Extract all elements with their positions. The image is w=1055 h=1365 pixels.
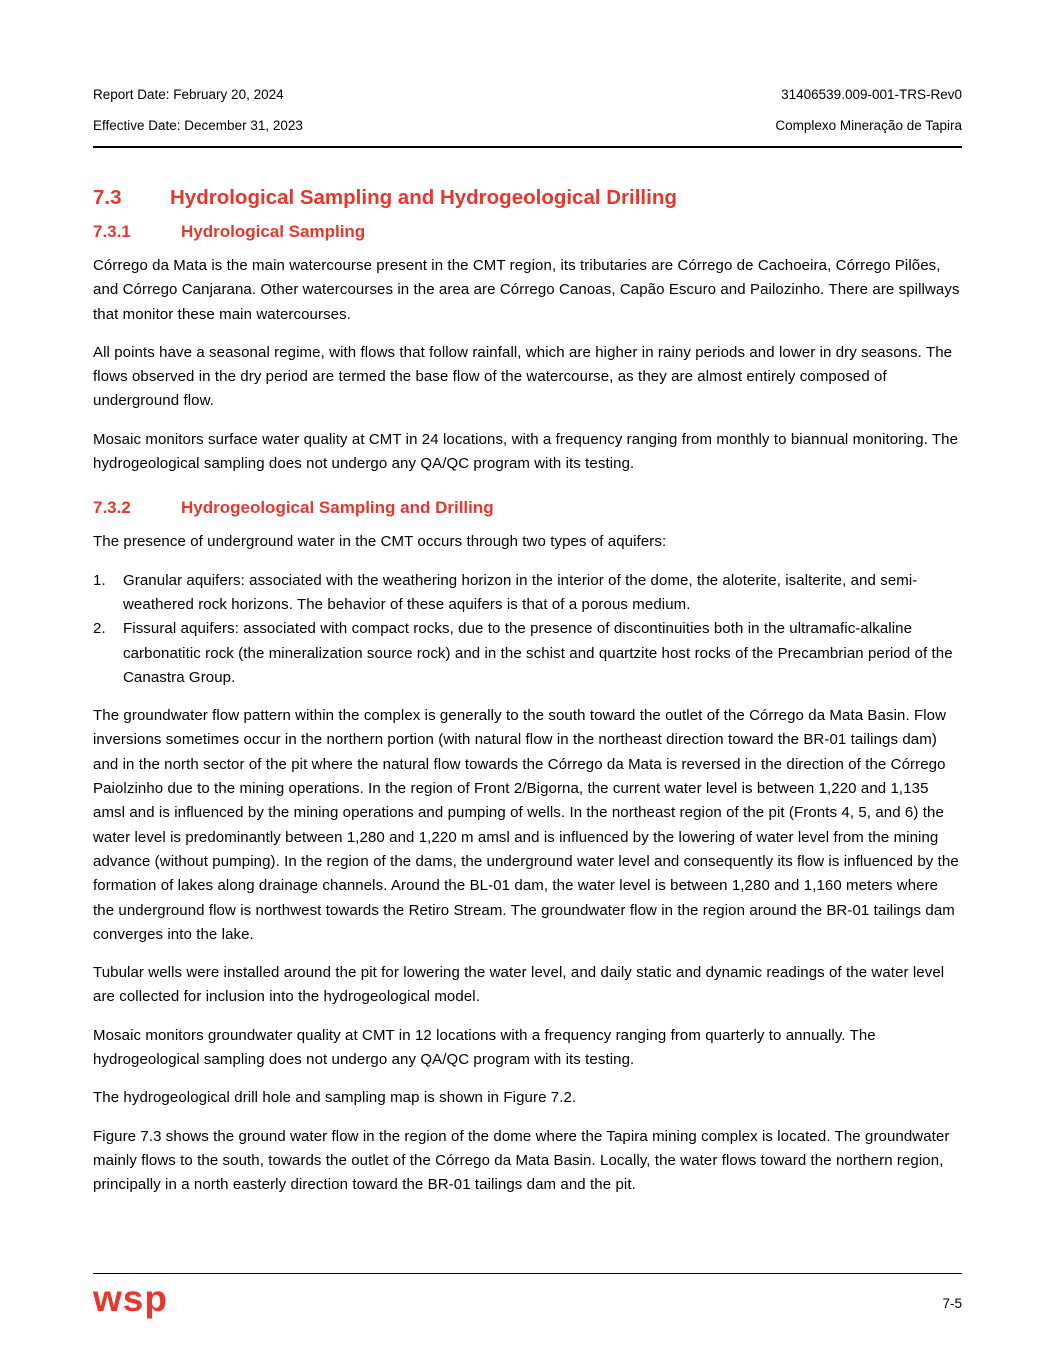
- header-right: [775, 88, 962, 132]
- list-item: [93, 617, 962, 690]
- sub1-title: Hydrological Sampling: [181, 222, 366, 241]
- header-left: [93, 88, 303, 132]
- document-id: 31406539.009-001-TRS-Rev0: [781, 87, 962, 102]
- paragraph-groundwater-monitoring: Mosaic monitors groundwater quality at CMT in 12 locations with a frequency ranging from quarterly to annually. The hydrogeological sampling does not undergo any QA/QC program with its testing.: [93, 1026, 876, 1069]
- list-item-number: 2.: [93, 620, 106, 638]
- sub-heading-7-3-2: [93, 498, 962, 518]
- list-item-text: Granular aquifers: associated with the weathering horizon in the interior of the dome, the aloterite, isalterite, and semi-weathered rock horizons. The behavior of these aquifers is that of a porous medium.: [123, 571, 918, 613]
- paragraph-watercourses: Córrego da Mata is the main watercourse present in the CMT region, its tributaries are Córrego de Cachoeira, Córrego Pilões, and Córrego Canjarana. Other watercourses in the area are Córrego Canoas, Capão Escuro and Pailozinho. There are spillways that monitor these main watercourses.: [93, 257, 960, 323]
- section-heading-7-3: [93, 186, 962, 210]
- paragraph-aquifer-intro: The presence of underground water in the CMT occurs through two types of aquifers:: [93, 533, 667, 551]
- paragraph-groundwater-flow: The groundwater flow pattern within the complex is generally to the south toward the outlet of the Córrego da Mata Basin. Flow inversions sometimes occur in the northern portion (with natural flow in the northeast direction toward the BR-01 tailings dam) and in the north sector of the pit where the natural flow towards the Córrego da Mata is reversed in the direction of the Córrego Paiolzinho due to the mining operations. In the region of Front 2/Bigorna, the current water level is between 1,220 and 1,135 amsl and is influenced by the mining operations and pumping of wells. In the northeast region of the pit (Fronts 4, 5, and 6) the water level is predominantly between 1,280 and 1,220 m amsl and is influenced by the lowering of water level from the mining advance (without pumping). In the region of the dams, the underground water level and consequently its flow is influenced by the formation of lakes along drainage channels. Around the BL-01 dam, the water level is between 1,280 and 1,160 meters where the underground flow is northwest towards the Retiro Stream. The groundwater flow in the region around the BR-01 tailings dam converges into the lake.: [93, 707, 959, 943]
- header-divider: [93, 146, 962, 148]
- report-date: Report Date: February 20, 2024: [93, 87, 284, 102]
- aquifer-list: [93, 569, 962, 690]
- sub2-title: Hydrogeological Sampling and Drilling: [181, 498, 494, 518]
- paragraph-figure-7-3: Figure 7.3 shows the ground water flow in the region of the dome where the Tapira mining complex is located. The groundwater mainly flows to the south, towards the outlet of the Córrego da Mata Basin. Locally, the water flows toward the northern region, principally in a north easterly direction toward the BR-01 tailings dam and the pit.: [93, 1127, 950, 1194]
- list-item-text: Fissural aquifers: associated with compact rocks, due to the presence of discontinuities both in the ultramafic-alkaline carbonatitic rock (the mineralization source rock) and in the schist and quartzite host rocks of the Precambrian period of the Canastra Group.: [123, 620, 953, 686]
- footer-divider: [93, 1273, 962, 1274]
- sub2-number: 7.3.2: [93, 498, 131, 518]
- section-title: Hydrological Sampling and Hydrogeological Drilling: [170, 186, 677, 209]
- paragraph-tubular-wells: Tubular wells were installed around the pit for lowering the water level, and daily static and dynamic readings of the water level are collected for inclusion into the hydrogeological model.: [93, 964, 945, 1006]
- effective-date: Effective Date: December 31, 2023: [93, 117, 303, 133]
- list-item-number: 1.: [93, 571, 106, 589]
- document-title: Complexo Mineração de Tapira: [775, 117, 962, 133]
- sub1-number: 7.3.1: [93, 222, 131, 241]
- section-number: 7.3: [93, 186, 122, 209]
- page-header: [93, 88, 962, 132]
- sub-heading-7-3-1: [93, 222, 962, 242]
- paragraph-seasonal-regime: All points have a seasonal regime, with flows that follow rainfall, which are higher in rainy periods and lower in dry seasons. The flows observed in the dry period are termed the base flow of the watercourse, as they are almost entirely composed of underground flow.: [93, 343, 953, 410]
- wsp-logo: wsp: [93, 1278, 168, 1319]
- list-item: [93, 569, 962, 618]
- page-number: 7-5: [942, 1296, 962, 1311]
- page-footer: [93, 1273, 962, 1317]
- paragraph-figure-7-2: The hydrogeological drill hole and sampling map is shown in Figure 7.2.: [93, 1089, 577, 1107]
- paragraph-surface-water-monitoring: Mosaic monitors surface water quality at CMT in 24 locations, with a frequency ranging from monthly to biannual monitoring. The hydrogeological sampling does not undergo any QA/QC program with its testing.: [93, 430, 959, 473]
